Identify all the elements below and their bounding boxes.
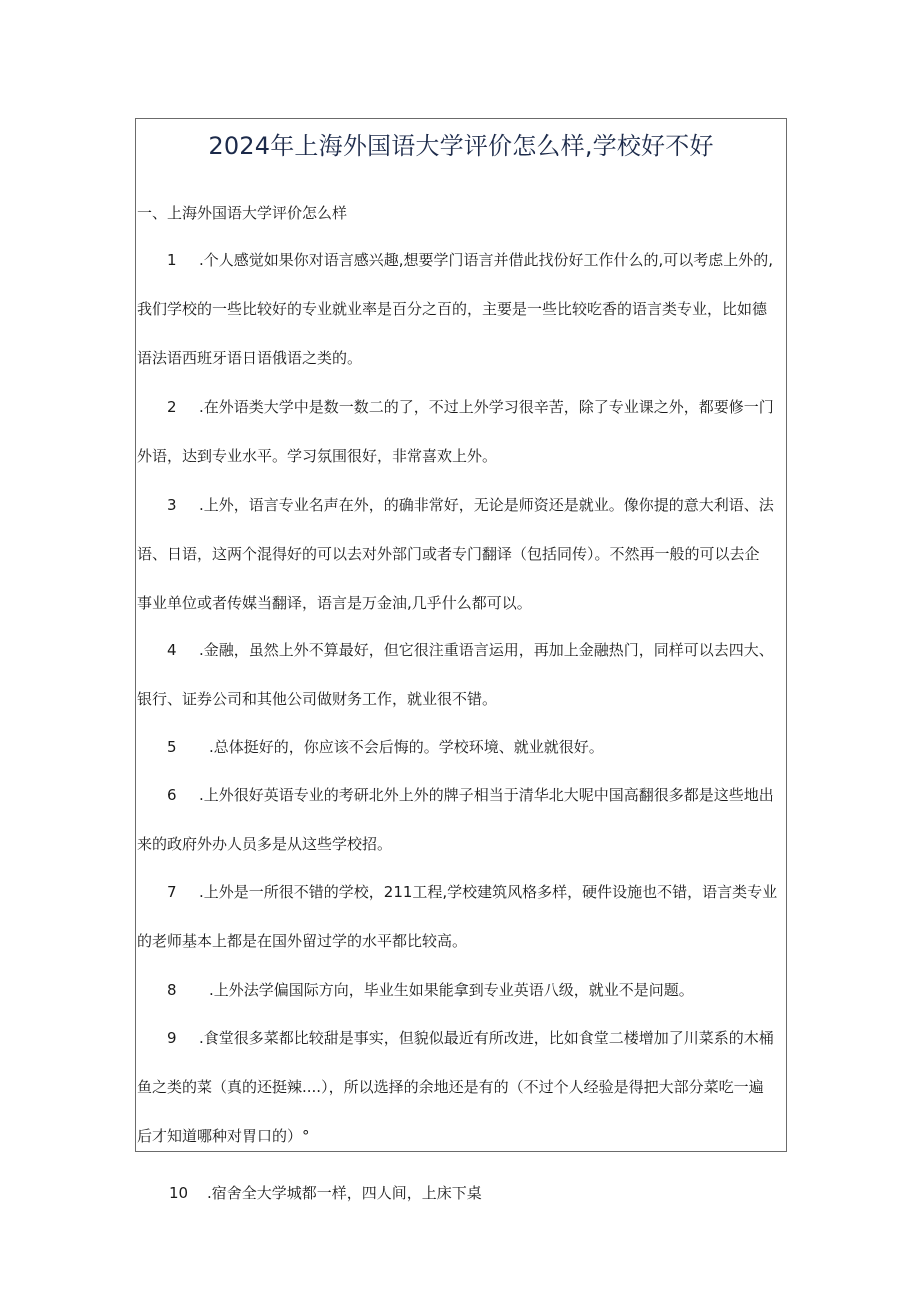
item-text: .上外法学偏国际方向，毕业生如果能拿到专业英语八级，就业不是问题。 xyxy=(209,981,694,999)
document-title: 2024年上海外国语大学评价怎么样,学校好不好 xyxy=(208,132,714,160)
list-item-3 xyxy=(137,481,785,628)
list-item-5 xyxy=(137,723,785,772)
item-text: 鱼之类的菜（真的还挺辣....），所以选择的余地还是有的（不过个人经验是得把大部分菜吃一遍 xyxy=(137,1078,764,1096)
item-text: .食堂很多菜都比较甜是事实，但貌似最近有所改进，比如食堂二楼增加了川菜系的木桶 xyxy=(199,1029,774,1047)
item-text: .上外，语言专业名声在外，的确非常好，无论是师资还是就业。像你提的意大利语、法 xyxy=(199,496,774,514)
item-number: 1 xyxy=(167,251,177,269)
item-text: 我们学校的一些比较好的专业就业率是百分之百的，主要是一些比较吃香的语言类专业，比如德 xyxy=(137,300,768,318)
item-text: 来的政府外办人员多是从这些学校招。 xyxy=(137,835,393,853)
item-text: 的老师基本上都是在国外留过学的水平都比较高。 xyxy=(137,932,468,950)
item-number: 8 xyxy=(167,981,177,999)
item-text: .上外是一所很不错的学校，211工程,学校建筑风格多样，硬件设施也不错，语言类专业 xyxy=(199,883,778,901)
list-item-2 xyxy=(137,383,785,481)
list-item-9 xyxy=(137,1014,785,1161)
item-number: 3 xyxy=(167,496,177,514)
item-text: 外语，达到专业水平。学习氛围很好，非常喜欢上外。 xyxy=(137,447,498,465)
item-text: .宿舍全大学城都一样，四人间，上床下桌 xyxy=(207,1184,482,1202)
item-number: 4 xyxy=(167,641,177,659)
item-text: .在外语类大学中是数一数二的了，不过上外学习很辛苦，除了专业课之外，都要修一门 xyxy=(199,398,774,416)
item-number: 6 xyxy=(167,786,177,804)
item-number: 10 xyxy=(169,1184,189,1202)
item-text: 银行、证券公司和其他公司做财务工作，就业很不错。 xyxy=(137,690,498,708)
list-item-4 xyxy=(137,626,785,724)
item-text: .个人感觉如果你对语言感兴趣,想要学门语言并借此找份好工作什么的,可以考虑上外的, xyxy=(199,251,774,269)
item-text: 语法语西班牙语日语俄语之类的。 xyxy=(137,349,363,367)
item-number: 2 xyxy=(167,398,177,416)
item-text: .上外很好英语专业的考研北外上外的牌子相当于清华北大呢中国高翻很多都是这些地出 xyxy=(199,786,774,804)
list-item-10 xyxy=(137,1169,785,1218)
item-text: .总体挺好的，你应该不会后悔的。学校环境、就业就很好。 xyxy=(209,738,604,756)
item-text: 后才知道哪种对胃口的）° xyxy=(137,1127,310,1145)
list-item-8 xyxy=(137,966,785,1015)
list-item-7 xyxy=(137,868,785,966)
list-item-1 xyxy=(137,236,785,383)
item-text: 语、日语，这两个混得好的可以去对外部门或者专门翻译（包括同传）。不然再一般的可以去企 xyxy=(137,545,760,563)
item-number: 7 xyxy=(167,883,177,901)
item-number: 9 xyxy=(167,1029,177,1047)
item-text: .金融，虽然上外不算最好，但它很注重语言运用，再加上金融热门，同样可以去四大、 xyxy=(199,641,774,659)
list-item-6 xyxy=(137,771,785,869)
item-number: 5 xyxy=(167,738,177,756)
item-text: 事业单位或者传媒当翻译，语言是万金油,几乎什么都可以。 xyxy=(137,594,532,612)
section-heading: 一、上海外国语大学评价怎么样 xyxy=(137,204,348,222)
